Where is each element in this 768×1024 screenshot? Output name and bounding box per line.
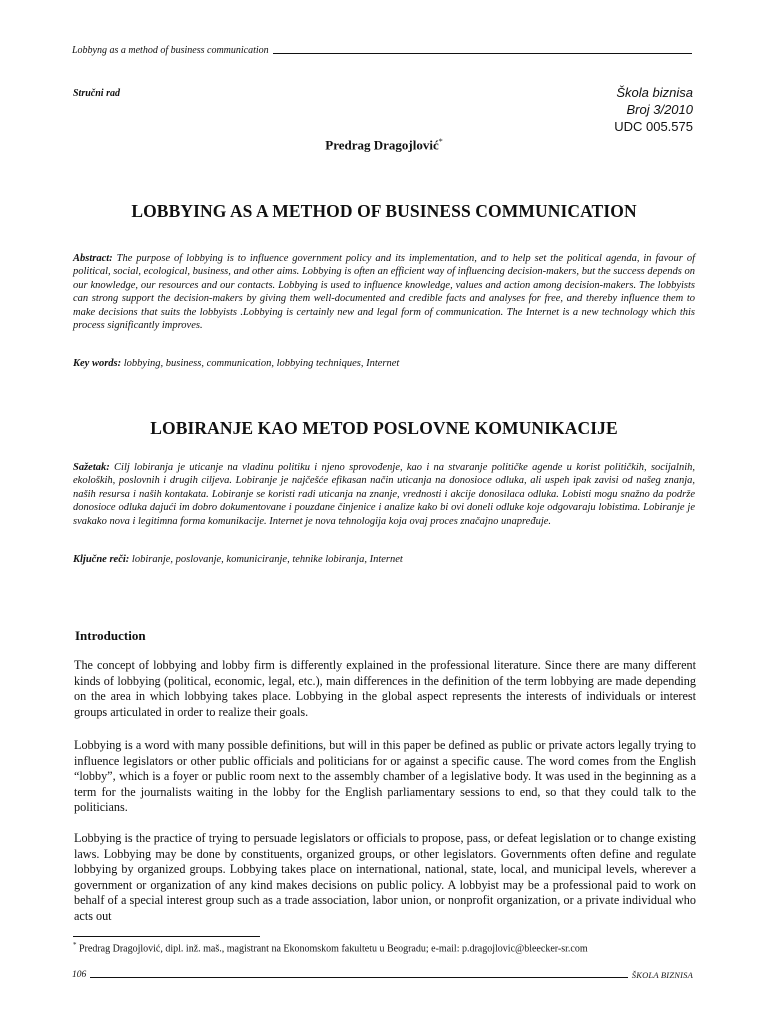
footnote-text: Predrag Dragojlović, dipl. inž. maš., magistrant na Ekonomskom fakultetu u Beogradu; e-mail: p.dragojlovic@bleecker-sr.com	[76, 943, 588, 955]
section-heading-introduction: Introduction	[75, 628, 146, 643]
kljucne-text: lobiranje, poslovanje, komuniciranje, tehnike lobiranja, Internet	[129, 554, 403, 565]
kljucne-label: Ključne reči:	[73, 554, 130, 565]
author-name: Predrag Dragojlović	[325, 137, 439, 153]
body-paragraph: Lobbying is a word with many possible definitions, but will in this paper be defined as public or private actors legally trying to influence legislators or other public officials and politicians for or against a specific cause. The word comes from the English “lobby”, which is a foyer or public room next to the assembly chamber of a legislative body. It was used in the beginning as a term for the journalists waiting in the lobby for the English parliamentary sessions to end, so that they could talk to the politicians.	[74, 738, 696, 815]
footer-rule	[90, 977, 628, 978]
author-footnote-mark: *	[438, 137, 443, 146]
running-title: Lobbyng as a method of business communication	[72, 45, 269, 56]
abstract-text: The purpose of lobbying is to influence government policy and its implementation, and to help set the political agenda, in favour of political, social, ecological, business, and other aims. Lobbying is often an efficient way of influencing decision-makers, but the success depends on our knowledge, our resources and our contacts. Lobbying is used to influence knowledge, values and action among decision-makers. The lobbyists can strong support the decision-makers by giving them well-documented and credible facts and analyses for free, and thereby influence them to make decisions that suits the lobbyists .Lobbying is certainly new and legal form of communication. The Internet is a new technology which this process significantly improves.	[73, 253, 695, 332]
udc-code: UDC 005.575	[614, 119, 693, 134]
body-paragraph: Lobbying is the practice of trying to persuade legislators or officials to propose, pass, or defeat legislation or to change existing laws. Lobbying may be done by constituents, organized groups, or other legislators. Governments often define and regulate lobbying by organized groups. Lobbying takes place on international, national, state, local, and municipal levels, wherever a government or organization of any kind makes decisions on public policy. A lobbyist may be a professional paid to work on behalf of a special interest group such as a trade association, labor union, or nonprofit organization, or a private individual who acts out	[74, 831, 696, 923]
journal-info	[614, 84, 693, 135]
keywords-label: Key words:	[73, 358, 122, 369]
footer-journal: ŠKOLA BIZNISA	[631, 970, 693, 980]
sazetak-label: Sažetak:	[73, 462, 110, 473]
journal-name: Škola biznisa	[616, 85, 693, 100]
sazetak	[73, 461, 695, 528]
keywords-text: lobbying, business, communication, lobbying techniques, Internet	[121, 358, 400, 369]
footnote	[73, 941, 588, 954]
journal-issue: Broj 3/2010	[626, 102, 693, 117]
author-line	[0, 137, 768, 153]
abstract	[73, 252, 695, 332]
body-paragraph: The concept of lobbying and lobby firm is differently explained in the professional literature. Since there are many different kinds of lobbying (political, economic, legal, etc.), main differences in the definition of the term lobbying are made depending on the area in which lobbying takes place. Lobbying in the global aspect represents the interests of individuals or interest groups articulated in order to realize their goals.	[74, 658, 696, 719]
paper-type-label: Stručni rad	[73, 88, 120, 99]
serbian-title: LOBIRANJE KAO METOD POSLOVNE KOMUNIKACIJE	[150, 418, 618, 438]
keywords	[73, 357, 695, 370]
abstract-label: Abstract:	[73, 253, 113, 264]
page-number: 106	[72, 970, 87, 980]
sazetak-text: Cilj lobiranja je uticanje na vladinu politiku i njeno sprovođenje, kao i na stvaranje političke agende u korist političkih, socijalnih, ekoloških, poslovnih i drugih ciljeva. Lobiranje je najčešće efikasan način uticanja na donosioce odluka, ali uspeh ipak zavisi od našeg znanja, naših resursa i naših kontakata. Lobiranje se koristi radi uticanja na znanje, vrednosti i akcije donosilaca odluka. Lobisti mogu snažno da podrže donosioce odluka dajući im dobro dokumentovane i pouzdane činjenice i analize kako bi ovi doneli odluke koje odgovaraju lobistima. Lobiranje je svakako nova i legitimna forma komunikacije. Internet je nova tehnologija koja ovaj proces značajno unapređuje.	[73, 462, 695, 527]
english-title: LOBBYING AS A METHOD OF BUSINESS COMMUNICATION	[131, 201, 637, 221]
running-footer	[72, 966, 693, 980]
footnote-mark: *	[73, 941, 77, 949]
kljucne-reci	[73, 553, 695, 566]
header-rule	[273, 53, 692, 54]
footnote-rule	[73, 936, 260, 937]
running-header	[72, 42, 692, 56]
